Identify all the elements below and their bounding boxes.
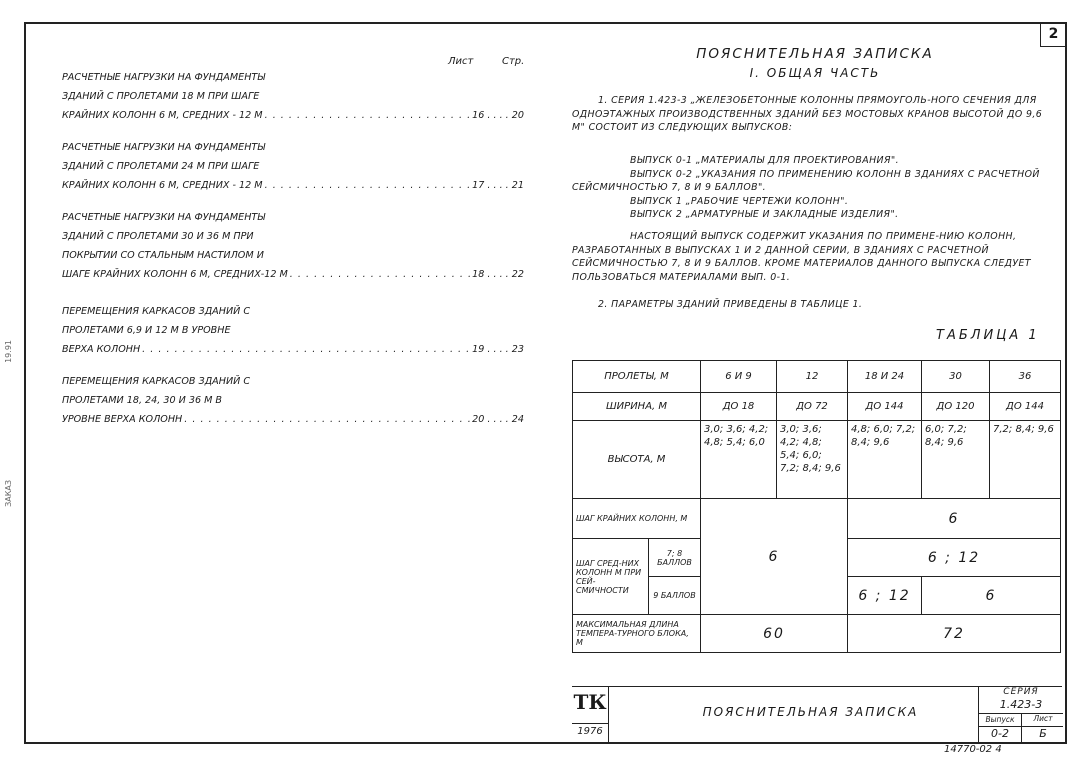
edge-step-label: ШАГ КРАЙНИХ КОЛОНН, М (573, 499, 701, 539)
toc-entry-4: ПЕРЕМЕЩЕНИЯ КАРКАСОВ ЗДАНИЙ С ПРОЛЕТАМИ 6,9 И 12 М В УРОВНЕ ВЕРХА КОЛОНН . . . 19 . . . . 23 (62, 302, 524, 359)
toc-line: РАСЧЕТНЫЕ НАГРУЗКИ НА ФУНДАМЕНТЫ (62, 72, 266, 83)
sheet-label: Лист (1021, 713, 1064, 742)
stamp-year: 1976 (572, 723, 608, 740)
height-cell: 3,0; 3,6; 4,2; 4,8; 5,4; 6,0; 7,2; 8,4; 9,6 (777, 421, 848, 499)
stamp-title: ПОЯСНИТЕЛЬНАЯ ЗАПИСКА (702, 705, 919, 719)
toc-line: УРОВНЕ ВЕРХА КОЛОНН (62, 414, 183, 425)
mid-step-label: ШАГ СРЕД-НИХ КОЛОНН М ПРИ СЕЙ-СМИЧНОСТИ (573, 539, 649, 615)
sheet-value: Б (1039, 727, 1047, 740)
height-label: ВЫСОТА, М (573, 421, 701, 499)
span-cell: 6 И 9 (701, 361, 777, 393)
toc-entry-5: ПЕРЕМЕЩЕНИЯ КАРКАСОВ ЗДАНИЙ С ПРОЛЕТАМИ 18, 24, 30 И 36 М В УРОВНЕ ВЕРХА КОЛОНН . . . 20 . . . . 24 (62, 372, 524, 429)
width-cell: ДО 120 (922, 393, 990, 421)
issue-value: 0-2 (991, 727, 1009, 740)
toc-line: ВЕРХА КОЛОНН (62, 344, 141, 355)
toc-line: КРАЙНИХ КОЛОНН 6 М, СРЕДНИХ - 12 М (62, 110, 263, 121)
mid-step-9-value-b: 6 (922, 577, 1061, 615)
toc-page: 21 (511, 180, 524, 191)
toc-col-page: Стр. (502, 56, 525, 67)
toc-sheet: 18 (472, 269, 485, 280)
note-issues (572, 154, 1054, 222)
parameters-table (572, 360, 1061, 653)
span-cell: 18 И 24 (848, 361, 922, 393)
max-length-label: МАКСИМАЛЬНАЯ ДЛИНА ТЕМПЕРА-ТУРНОГО БЛОКА, М (573, 615, 701, 653)
toc-line: РАСЧЕТНЫЕ НАГРУЗКИ НА ФУНДАМЕНТЫ (62, 212, 266, 223)
note-paragraph-2: 2. ПАРАМЕТРЫ ЗДАНИЙ ПРИВЕДЕНЫ В ТАБЛИЦЕ 1. (598, 299, 863, 310)
toc-sheet: 19 (472, 344, 485, 355)
toc-line: ШАГЕ КРАЙНИХ КОЛОНН 6 М, СРЕДНИХ-12 М (62, 269, 288, 280)
toc-line: ПЕРЕМЕЩЕНИЯ КАРКАСОВ ЗДАНИЙ С (62, 376, 251, 387)
note-subtitle: I. ОБЩАЯ ЧАСТЬ (749, 66, 881, 80)
margin-mark-2: ЗАКАЗ (4, 480, 13, 507)
toc-line: ПРОЛЕТАМИ 6,9 И 12 М В УРОВНЕ (62, 325, 231, 336)
height-cell: 7,2; 8,4; 9,6 (990, 421, 1061, 499)
toc-line: ПРОЛЕТАМИ 18, 24, 30 И 36 М В (62, 395, 223, 406)
seismic-7-8: 7; 8 БАЛЛОВ (649, 539, 701, 577)
toc-entry-1: РАСЧЕТНЫЕ НАГРУЗКИ НА ФУНДАМЕНТЫ ЗДАНИЙ С ПРОЛЕТАМИ 18 М ПРИ ШАГЕ КРАЙНИХ КОЛОНН 6 М, СРЕДНИХ - 12 М . . . 16 . . . . 20 (62, 68, 524, 125)
width-cell: ДО 72 (777, 393, 848, 421)
height-cell: 3,0; 3,6; 4,2; 4,8; 5,4; 6,0 (701, 421, 777, 499)
issue-1: ВЫПУСК 1 „РАБОЧИЕ ЧЕРТЕЖИ КОЛОНН". (630, 195, 849, 207)
toc-sheet: 17 (472, 180, 485, 191)
issue-0-1: ВЫПУСК 0-1 „МАТЕРИАЛЫ ДЛЯ ПРОЕКТИРОВАНИЯ". (630, 155, 899, 166)
toc-page: 20 (511, 110, 524, 121)
issue-0-2: ВЫПУСК 0-2 „УКАЗАНИЯ ПО ПРИМЕНЕНИЮ КОЛОНН В ЗДАНИЯХ С РАСЧЕТНОЙ СЕЙСМИЧНОСТЬЮ 7, 8 И 9 БАЛЛОВ". (572, 168, 1040, 193)
width-cell: ДО 18 (701, 393, 777, 421)
toc-sheet: 20 (472, 414, 485, 425)
table-caption: ТАБЛИЦА 1 (936, 328, 1040, 343)
edge-step-value: 6 (848, 499, 1061, 539)
toc-line: ЗДАНИЙ С ПРОЛЕТАМИ 24 М ПРИ ШАГЕ (62, 161, 260, 172)
span-cell: 30 (922, 361, 990, 393)
toc-line: КРАЙНИХ КОЛОНН 6 М, СРЕДНИХ - 12 М (62, 180, 263, 191)
note-paragraph-1: 1. СЕРИЯ 1.423-3 „ЖЕЛЕЗОБЕТОННЫЕ КОЛОННЫ ПРЯМОУГОЛЬ-НОГО СЕЧЕНИЯ ДЛЯ ОДНОЭТАЖНЫХ ПРОИЗВОДСТВЕННЫХ ЗДАНИЙ БЕЗ МОСТОВЫХ КРАНОВ ВЫСОТОЙ ДО 9,6 М" СОСТОИТ ИЗ СЛЕДУЮЩИХ ВЫПУСКОВ: (572, 95, 1043, 133)
toc-page: 23 (511, 344, 524, 355)
toc-entry-2: РАСЧЕТНЫЕ НАГРУЗКИ НА ФУНДАМЕНТЫ ЗДАНИЙ С ПРОЛЕТАМИ 24 М ПРИ ШАГЕ КРАЙНИХ КОЛОНН 6 М, СРЕДНИХ - 12 М . . . 17 . . . . 21 (62, 138, 524, 195)
height-cell: 6,0; 7,2; 8,4; 9,6 (922, 421, 990, 499)
max-length-a: 60 (701, 615, 848, 653)
span-cell: 12 (777, 361, 848, 393)
mid-step-left-value: 6 (701, 499, 848, 615)
spans-label: ПРОЛЕТЫ, М (573, 361, 701, 393)
toc-page: 22 (511, 269, 524, 280)
issue-2: ВЫПУСК 2 „АРМАТУРНЫЕ И ЗАКЛАДНЫЕ ИЗДЕЛИЯ". (630, 209, 899, 220)
note-title: ПОЯСНИТЕЛЬНАЯ ЗАПИСКА (696, 46, 934, 62)
issue-label: Выпуск (985, 715, 1015, 724)
toc-line: ЗДАНИЙ С ПРОЛЕТАМИ 30 И 36 М ПРИ (62, 231, 254, 242)
note-paragraph-current: НАСТОЯЩИЙ ВЫПУСК СОДЕРЖИТ УКАЗАНИЯ ПО ПРИМЕНЕ-НИЮ КОЛОНН, РАЗРАБОТАННЫХ В ВЫПУСКАХ 1 И 2 ДАННОЙ СЕРИИ, В ЗДАНИЯХ С РАСЧЕТНОЙ СЕЙСМИЧНОСТЬЮ 7, 8 И 9 БАЛЛОВ. КРОМЕ МАТЕРИАЛОВ ДАННОГО ВЫПУСКА СЛЕДУЕТ ПОЛЬЗОВАТЬСЯ МАТЕРИАЛАМИ ВЫП. 0-1. (572, 231, 1031, 283)
seismic-9: 9 БАЛЛОВ (649, 577, 701, 615)
width-label: ШИРИНА, М (573, 393, 701, 421)
toc-sheet: 16 (472, 110, 485, 121)
width-cell: ДО 144 (990, 393, 1061, 421)
toc-line: РАСЧЕТНЫЕ НАГРУЗКИ НА ФУНДАМЕНТЫ (62, 142, 266, 153)
width-cell: ДО 144 (848, 393, 922, 421)
series-value: 1.423-3 (999, 698, 1043, 711)
archive-number: 14770-02 4 (944, 744, 1002, 755)
title-block (572, 686, 1062, 743)
toc-entry-3: РАСЧЕТНЫЕ НАГРУЗКИ НА ФУНДАМЕНТЫ ЗДАНИЙ С ПРОЛЕТАМИ 30 И 36 М ПРИ ПОКРЫТИИ СО СТАЛЬНЫМ НАСТИЛОМ И ШАГЕ КРАЙНИХ КОЛОНН 6 М, СРЕДНИХ-12 М . . . 18 . . . . 22 (62, 208, 524, 284)
mid-step-78-value: 6 ; 12 (848, 539, 1061, 577)
toc-line: ПЕРЕМЕЩЕНИЯ КАРКАСОВ ЗДАНИЙ С (62, 306, 251, 317)
mid-step-9-value-a: 6 ; 12 (848, 577, 922, 615)
series-box (978, 687, 1063, 742)
margin-mark-1: 19.91 (4, 340, 13, 363)
max-length-b: 72 (848, 615, 1061, 653)
series-label: СЕРИЯ (1003, 687, 1039, 697)
toc-col-sheet: Лист (448, 56, 474, 67)
toc-line: ЗДАНИЙ С ПРОЛЕТАМИ 18 М ПРИ ШАГЕ (62, 91, 260, 102)
toc-page: 24 (511, 414, 524, 425)
toc-line: ПОКРЫТИИ СО СТАЛЬНЫМ НАСТИЛОМ И (62, 250, 264, 261)
page-number: 2 (1040, 22, 1066, 47)
span-cell: 36 (990, 361, 1061, 393)
height-cell: 4,8; 6,0; 7,2; 8,4; 9,6 (848, 421, 922, 499)
tk-logo-text: ТК (573, 690, 607, 714)
tk-logo (572, 687, 609, 742)
